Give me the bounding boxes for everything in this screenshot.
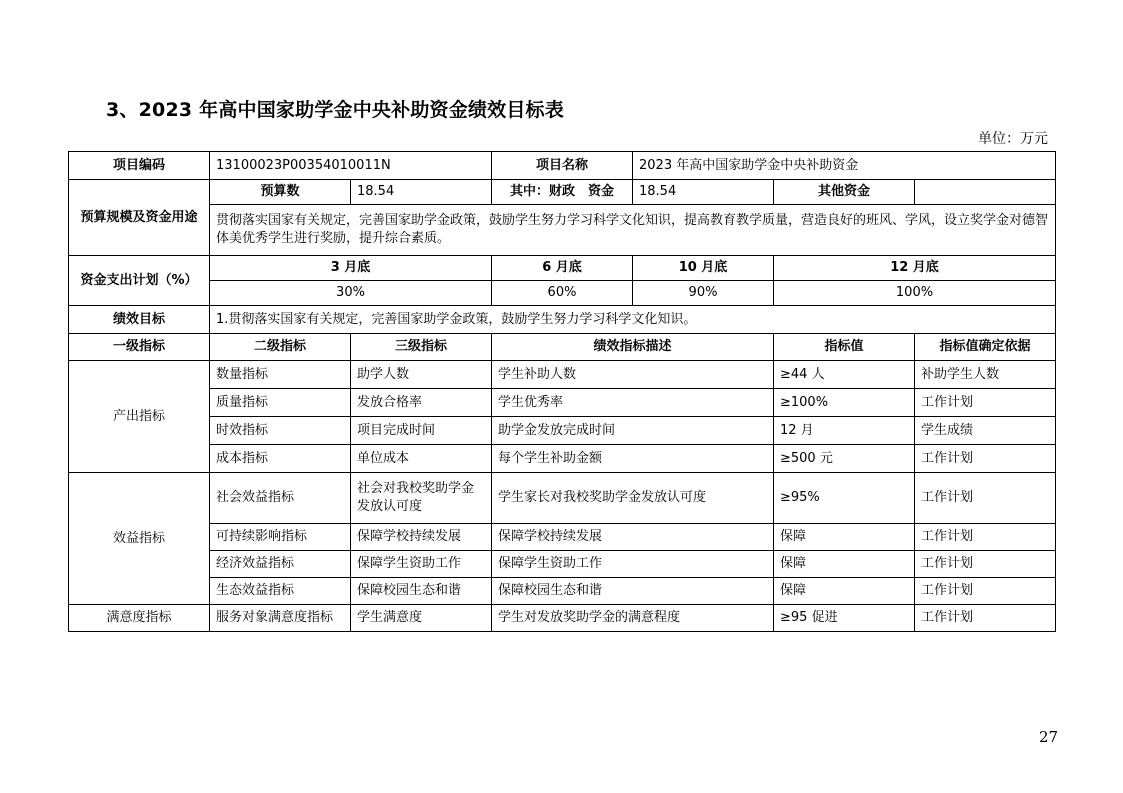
indicator-description: 学生优秀率 — [492, 389, 774, 417]
indicator-description: 保障学校持续发展 — [492, 524, 774, 551]
plan-period-label: 3 月底 — [210, 256, 492, 281]
budget-other — [915, 180, 1056, 205]
level3-indicator: 社会对我校奖助学金发放认可度 — [351, 473, 492, 524]
plan-period-label: 12 月底 — [774, 256, 1056, 281]
level3-indicator: 学生满意度 — [351, 605, 492, 632]
indicator-description: 学生对发放奖助学金的满意程度 — [492, 605, 774, 632]
table-row — [69, 417, 1056, 445]
table-row — [69, 578, 1056, 605]
indicator-value: ≥95 促进 — [774, 605, 915, 632]
indicator-value: 12 月 — [774, 417, 915, 445]
budget-usage: 贯彻落实国家有关规定，完善国家助学金政策，鼓励学生努力学习科学文化知识，提高教育教学质量，营造良好的班风、学风，设立奖学金对德智体美优秀学生进行奖励，提升综合素质。 — [210, 205, 1056, 256]
indicator-description: 学生家长对我校奖助学金发放认可度 — [492, 473, 774, 524]
indicator-value: ≥95% — [774, 473, 915, 524]
level2-indicator: 经济效益指标 — [210, 551, 351, 578]
indicator-header-row — [69, 334, 1056, 361]
column-header: 指标值 — [774, 334, 915, 361]
page-title: 3、2023 年高中国家助学金中央补助资金绩效目标表 — [106, 99, 564, 121]
goal-row — [69, 306, 1056, 334]
indicator-basis: 工作计划 — [915, 389, 1056, 417]
level3-indicator: 助学人数 — [351, 361, 492, 389]
level2-indicator: 可持续影响指标 — [210, 524, 351, 551]
indicator-basis: 工作计划 — [915, 445, 1056, 473]
column-header: 指标值确定依据 — [915, 334, 1056, 361]
plan-period-label: 6 月底 — [492, 256, 633, 281]
level3-indicator: 单位成本 — [351, 445, 492, 473]
indicator-basis: 工作计划 — [915, 524, 1056, 551]
project-row — [69, 152, 1056, 180]
table-row — [69, 361, 1056, 389]
level3-indicator: 发放合格率 — [351, 389, 492, 417]
plan-period-label: 10 月底 — [633, 256, 774, 281]
indicator-basis: 工作计划 — [915, 605, 1056, 632]
indicator-value: ≥44 人 — [774, 361, 915, 389]
goal-text: 1.贯彻落实国家有关规定，完善国家助学金政策，鼓励学生努力学习科学文化知识。 — [210, 306, 1056, 334]
indicator-description: 学生补助人数 — [492, 361, 774, 389]
level3-indicator: 保障学生资助工作 — [351, 551, 492, 578]
indicator-value: ≥500 元 — [774, 445, 915, 473]
goal-label: 绩效目标 — [69, 306, 210, 334]
indicator-value: 保障 — [774, 524, 915, 551]
plan-period-value: 90% — [633, 281, 774, 306]
indicator-basis: 补助学生人数 — [915, 361, 1056, 389]
indicator-value: 保障 — [774, 551, 915, 578]
plan-period-value: 60% — [492, 281, 633, 306]
plan-section-label: 资金支出计划（%） — [69, 256, 210, 306]
budget-usage-row — [69, 205, 1056, 256]
level1-indicator: 产出指标 — [69, 361, 210, 473]
plan-period-value: 30% — [210, 281, 492, 306]
table-row — [69, 605, 1056, 632]
indicator-description: 每个学生补助金额 — [492, 445, 774, 473]
indicator-basis: 工作计划 — [915, 473, 1056, 524]
level1-indicator: 满意度指标 — [69, 605, 210, 632]
budget-fiscal: 18.54 — [633, 180, 774, 205]
budget-amount-row — [69, 180, 1056, 205]
indicator-basis: 学生成绩 — [915, 417, 1056, 445]
plan-value-row — [69, 281, 1056, 306]
level3-indicator: 项目完成时间 — [351, 417, 492, 445]
level2-indicator: 成本指标 — [210, 445, 351, 473]
project-name-label: 项目名称 — [492, 152, 633, 180]
budget-other-label: 其他资金 — [774, 180, 915, 205]
table-row — [69, 389, 1056, 417]
indicator-value: ≥100% — [774, 389, 915, 417]
table-row — [69, 524, 1056, 551]
performance-target-table — [68, 151, 1056, 632]
level2-indicator: 质量指标 — [210, 389, 351, 417]
level1-indicator: 效益指标 — [69, 473, 210, 605]
indicator-description: 保障学生资助工作 — [492, 551, 774, 578]
table-row — [69, 551, 1056, 578]
budget-total-label: 预算数 — [210, 180, 351, 205]
project-code: 13100023P00354010011N — [210, 152, 492, 180]
unit-label: 单位：万元 — [978, 131, 1048, 147]
budget-section-label: 预算规模及资金用途 — [69, 180, 210, 256]
plan-period-row — [69, 256, 1056, 281]
level3-indicator: 保障校园生态和谐 — [351, 578, 492, 605]
level2-indicator: 时效指标 — [210, 417, 351, 445]
budget-fiscal-label: 其中：财政 资金 — [492, 180, 633, 205]
column-header: 绩效指标描述 — [492, 334, 774, 361]
level2-indicator: 社会效益指标 — [210, 473, 351, 524]
table-row — [69, 473, 1056, 524]
indicator-description: 保障校园生态和谐 — [492, 578, 774, 605]
level2-indicator: 数量指标 — [210, 361, 351, 389]
indicator-basis: 工作计划 — [915, 551, 1056, 578]
plan-period-value: 100% — [774, 281, 1056, 306]
budget-total: 18.54 — [351, 180, 492, 205]
table-row — [69, 445, 1056, 473]
level2-indicator: 生态效益指标 — [210, 578, 351, 605]
level2-indicator: 服务对象满意度指标 — [210, 605, 351, 632]
page-number: 27 — [1039, 728, 1059, 746]
project-code-label: 项目编码 — [69, 152, 210, 180]
indicator-basis: 工作计划 — [915, 578, 1056, 605]
indicator-description: 助学金发放完成时间 — [492, 417, 774, 445]
indicator-value: 保障 — [774, 578, 915, 605]
column-header: 二级指标 — [210, 334, 351, 361]
project-name: 2023 年高中国家助学金中央补助资金 — [633, 152, 1056, 180]
level3-indicator: 保障学校持续发展 — [351, 524, 492, 551]
column-header: 三级指标 — [351, 334, 492, 361]
column-header: 一级指标 — [69, 334, 210, 361]
